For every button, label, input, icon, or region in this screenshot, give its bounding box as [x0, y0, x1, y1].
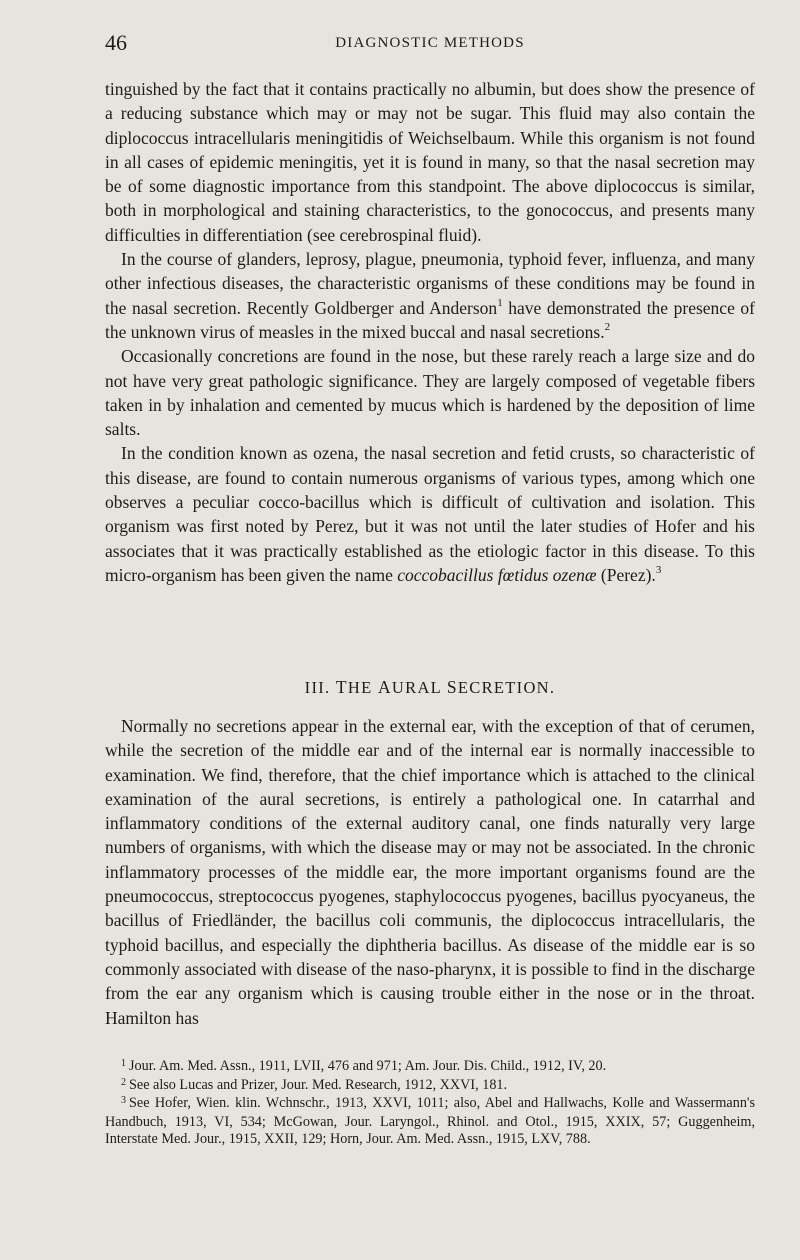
- footnote-ref: 1: [497, 296, 503, 309]
- footnote: $^1$ Jour. Am. Med. Assn., 1911, LVII, 476 and 971; Am. Jour. Dis. Child., 1912, IV, 20.: [121, 1058, 607, 1074]
- footnote: $^3$ See Hofer, Wien. klin. Wchnschr., 1913, XXVI, 1011; also, Abel and Hallwachs, Kolle and Wassermann's Handbuch, 1913, VI, 534; McGowan, Jour. Laryngol., Rhinol. and Otol., 1915, XXIX, 57; Guggenheim, Interstate Med. Jour., 1915, XXII, 129; Horn, Jour. Am. Med. Assn., 1915, LXV, 788.: [105, 1095, 755, 1147]
- footnote: $^2$ See also Lucas and Prizer, Jour. Med. Research, 1912, XXVI, 181.: [121, 1076, 508, 1093]
- body-text: [105, 77, 755, 587]
- species-name: coccobacillus fœtidus ozenæ: [397, 564, 597, 585]
- page-header: [105, 30, 755, 60]
- paragraph: tinguished by the fact that it contains practically no albumin, but does show the presence of a reducing substance which may or may not be sugar. This fluid may also contain the diplococcus intracellularis meningitidis of Weichselbaum. While this organism is not found in all cases of epidemic meningitis, yet it is found in many, so that the nasal secretion may be of some diagnostic importance from this standpoint. The above diplococcus is similar, both in morphological and staining characteristics, to the gonococcus, and presents many difficulties in differentiation (see cerebrospinal fluid).: [105, 79, 755, 245]
- running-head: DIAGNOSTIC METHODS: [335, 35, 525, 51]
- page-number: 46: [105, 30, 127, 55]
- section-heading: III. THE AURAL SECRETION.: [304, 677, 556, 697]
- footnotes: [105, 1058, 755, 1149]
- paragraph: In the course of glanders, leprosy, plague, pneumonia, typhoid fever, influenza, and many other infectious diseases, the characteristic organisms of these conditions may be found in the nasal secretion. Recently Goldberger and Anderson$^1$ have demonstrated the presence of the unknown virus of measles in the mixed buccal and nasal secretions.$^2$: [105, 249, 755, 342]
- footnote-ref: 2: [604, 321, 611, 334]
- paragraph: Occasionally concretions are found in the nose, but these rarely reach a large size and do not have very great pathologic significance. They are largely composed of vegetable fibers taken in by inhalation and cemented by mucus which is hardened by the deposition of lime salts.: [105, 346, 755, 440]
- paragraph: Normally no secretions appear in the external ear, with the exception of that of cerumen, while the secretion of the middle ear and of the internal ear is normally inaccessible to examination. We find, therefore, that the chief importance which is attached to the clinical examination of the aural secretions, is entirely a pathological one. In catarrhal and inflammatory conditions of the external auditory canal, one finds naturally very large numbers of organisms, with which the disease may or may not be associated. In the chronic inflammatory processes of the middle ear, the more important organisms found are the pneumococcus, streptococcus pyogenes, staphylococcus pyogenes, bacillus pyocyaneus, the bacillus of Friedländer, the bacillus coli communis, the diplococcus intracellularis, the typhoid bacillus, and especially the diphtheria bacillus. As disease of the middle ear is so commonly associated with disease of the naso-pharynx, it is possible to find in the discharge from the ear any organism which is causing trouble either in the nose or in the throat. Hamilton has: [105, 716, 755, 1028]
- section-body-text: [105, 714, 755, 1030]
- footnote-ref: 3: [655, 564, 662, 577]
- paragraph: In the condition known as ozena, the nasal secretion and fetid crusts, so characteristic of this disease, are found to contain numerous organisms of various types, among which one observes a peculiar cocco-bacillus which is difficult of cultivation and isolation. This organism was first noted by Perez, but it was not until the later studies of Hofer and his associates that it was practically established as the etiologic factor in this disease. To this micro-organism has been given the name coccobacillus fœtidus ozenæ (Perez).$^3$: [105, 443, 755, 585]
